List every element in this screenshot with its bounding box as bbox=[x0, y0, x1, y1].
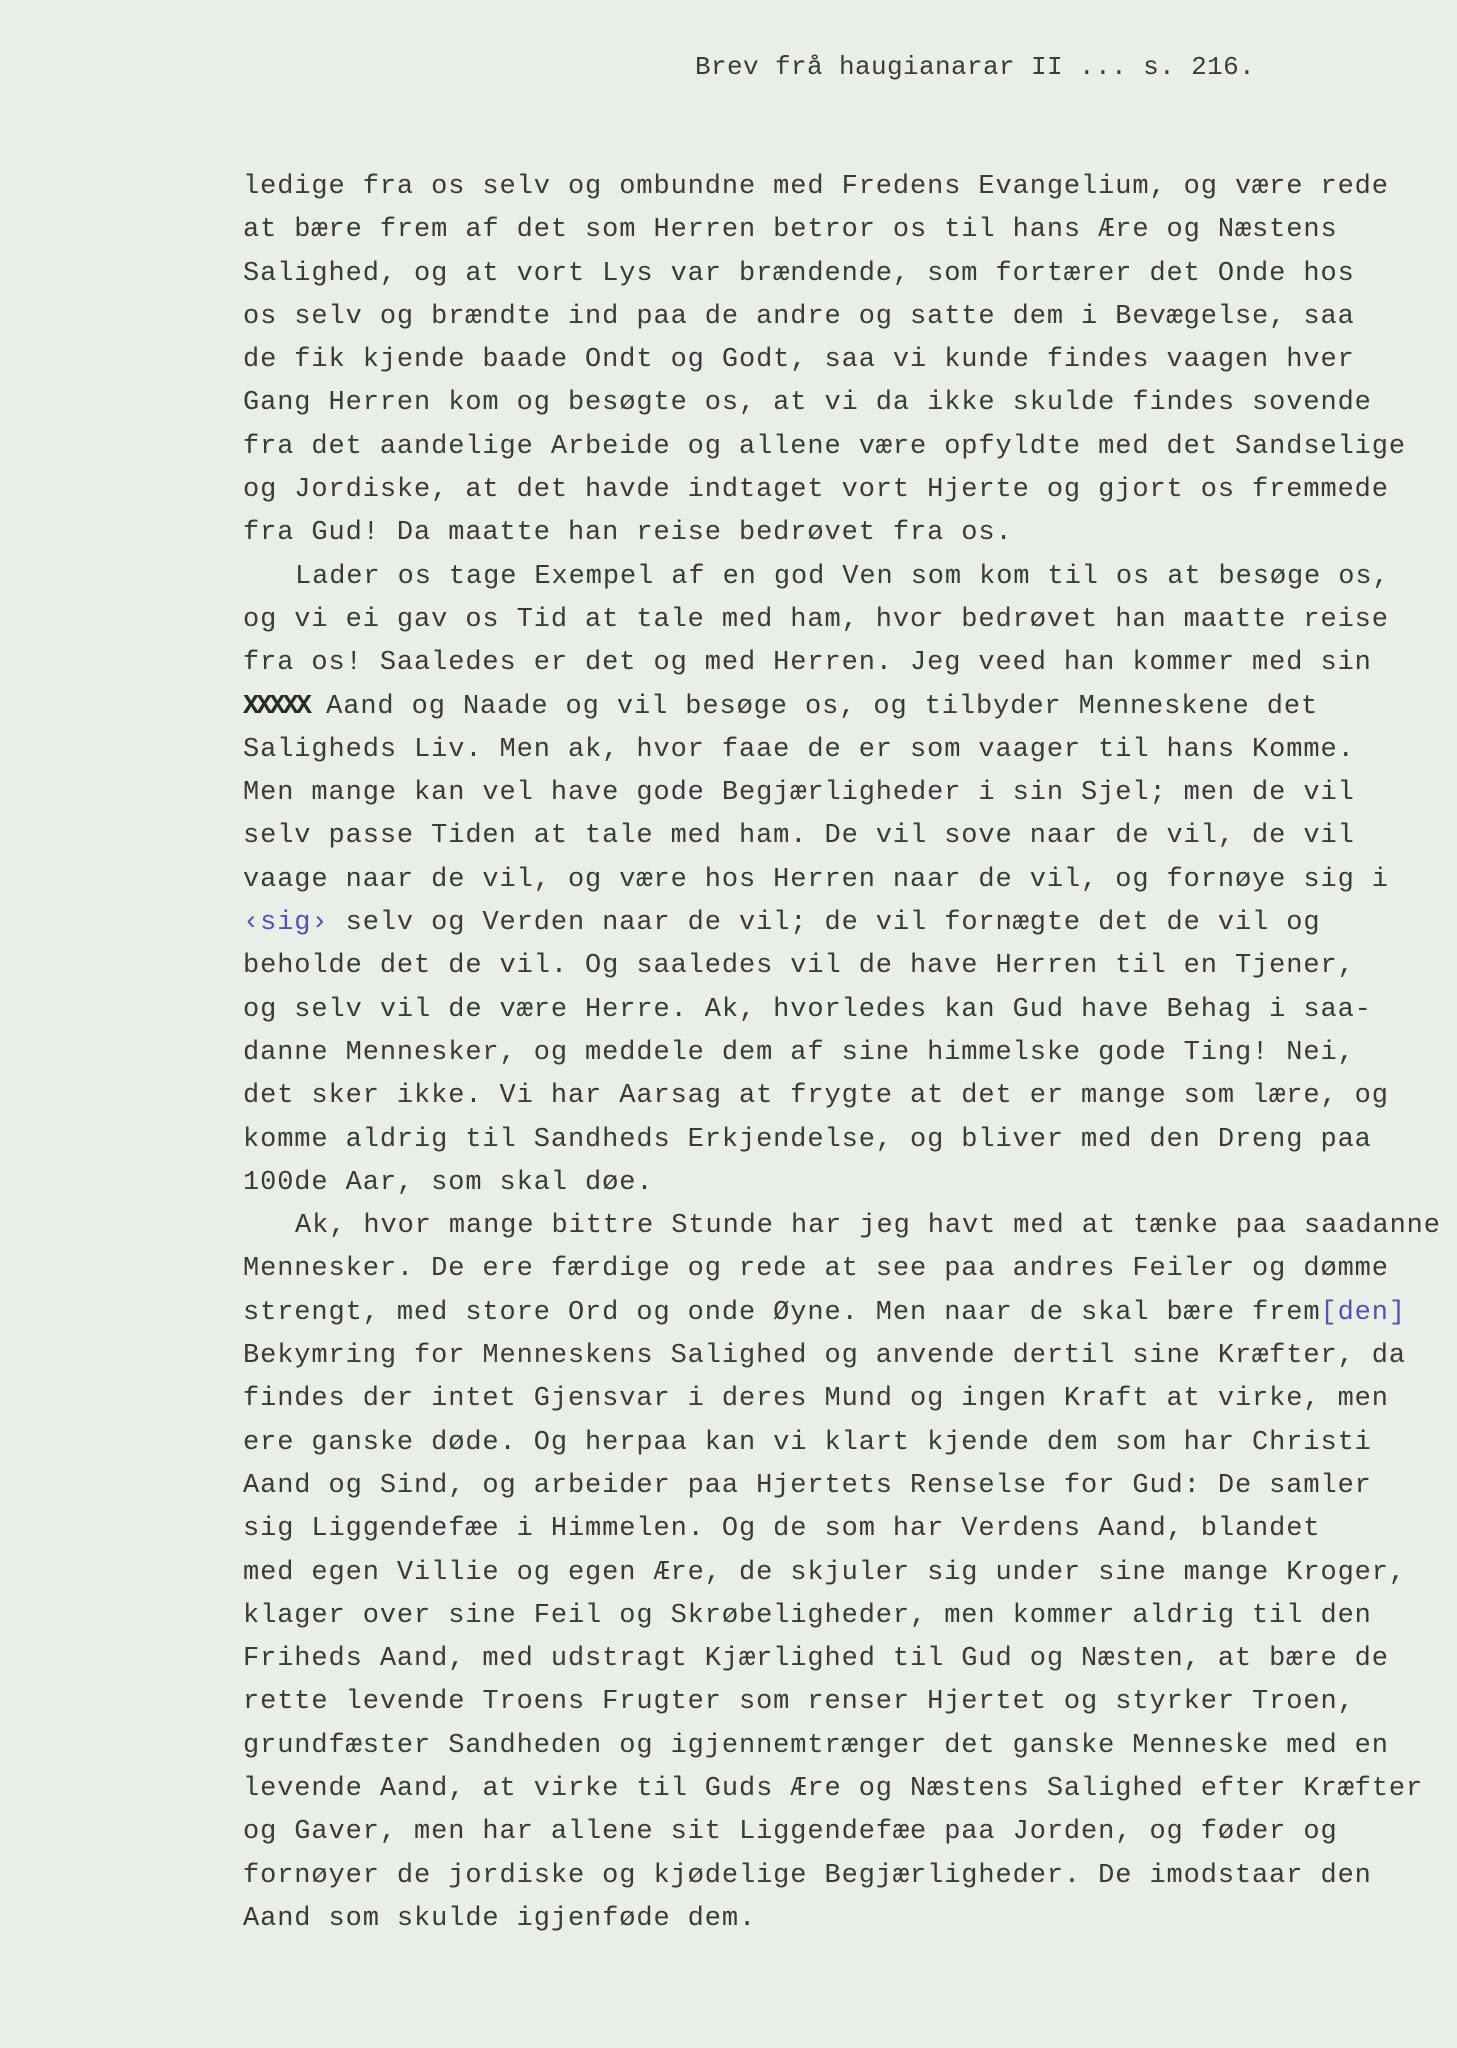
text-line: Friheds Aand, med udstragt Kjærlighed til Gud og Næsten, at bære de bbox=[243, 1644, 1389, 1675]
text-line: med egen Villie og egen Ære, de skjuler sig under sine mange Kroger, bbox=[243, 1557, 1406, 1588]
text-line: komme aldrig til Sandheds Erkjendelse, og bliver med den Dreng paa bbox=[243, 1124, 1372, 1155]
text-line: og Gaver, men har allene sit Liggendefæe paa Jorden, og føder og bbox=[243, 1817, 1338, 1848]
editorial-insertion: ‹sig› bbox=[243, 908, 329, 939]
text-line: ledige fra os selv og ombundne med Fredens Evangelium, og være rede bbox=[243, 172, 1389, 202]
text-line: 100de Aar, som skal døe. bbox=[243, 1167, 654, 1198]
text-line: Aand og Sind, og arbeider paa Hjertets Renselse for Gud: De samler bbox=[243, 1470, 1372, 1501]
text-line: selv passe Tiden at tale med ham. De vil sove naar de vil, de vil bbox=[243, 821, 1355, 852]
text-line: Lader os tage Exempel af en god Ven som kom til os at besøge os, bbox=[295, 561, 1390, 592]
text-line: Aand som skulde igjenføde dem. bbox=[243, 1903, 757, 1934]
text-line: Saligheds Liv. Men ak, hvor faae de er som vaager til hans Komme. bbox=[243, 734, 1355, 765]
text-line: Bekymring for Menneskens Salighed og anvende dertil sine Kræfter, da bbox=[243, 1341, 1406, 1372]
letter-body bbox=[243, 166, 1443, 1941]
text-line: Ak, hvor mange bittre Stunde har jeg havt med at tænke paa saadanne bbox=[295, 1211, 1441, 1242]
text-line: klager over sine Feil og Skrøbeligheder, men kommer aldrig til den bbox=[243, 1600, 1372, 1631]
editorial-insertion: [den] bbox=[1320, 1297, 1406, 1328]
text-line: de fik kjende baade Ondt og Godt, saa vi kunde findes vaagen hver bbox=[243, 345, 1355, 376]
text-line: findes der intet Gjensvar i deres Mund og ingen Kraft at virke, men bbox=[243, 1384, 1389, 1415]
text-line: beholde det de vil. Og saaledes vil de have Herren til en Tjener, bbox=[243, 951, 1355, 982]
text-line: danne Mennesker, og meddele dem af sine himmelske gode Ting! Nei, bbox=[243, 1037, 1355, 1068]
text-line: Men mange kan vel have gode Begjærligheder i sin Sjel; men de vil bbox=[243, 778, 1355, 809]
text-line: at bære frem af det som Herren betror os til hans Ære og Næstens bbox=[243, 215, 1338, 246]
text-line: fra Gud! Da maatte han reise bedrøvet fra os. bbox=[243, 518, 1013, 549]
text-line: XXXXX Aand og Naade og vil besøge os, og tilbyder Menneskene det bbox=[243, 686, 1443, 729]
text-line: rette levende Troens Frugter som renser Hjertet og styrker Troen, bbox=[243, 1687, 1355, 1718]
text-line: os selv og brændte ind paa de andre og satte dem i Bevægelse, saa bbox=[243, 301, 1355, 332]
text-line: fornøyer de jordiske og kjødelige Begjærligheder. De imodstaar den bbox=[243, 1860, 1372, 1891]
text-line: fra det aandelige Arbeide og allene være opfyldte med det Sandselige bbox=[243, 431, 1406, 462]
text-line: ere ganske døde. Og herpaa kan vi klart kjende dem som har Christi bbox=[243, 1427, 1372, 1458]
text-line: det sker ikke. Vi har Aarsag at frygte at det er mange som lære, og bbox=[243, 1081, 1389, 1112]
text-line: og selv vil de være Herre. Ak, hvorledes kan Gud have Behag i saa- bbox=[243, 994, 1372, 1025]
text-line: ‹sig› selv og Verden naar de vil; de vil fornægte det de vil og bbox=[243, 908, 1321, 939]
text-line: grundfæster Sandheden og igjennemtrænger det ganske Menneske med en bbox=[243, 1730, 1389, 1761]
struck-out-word: XXXXX bbox=[243, 691, 310, 722]
text-line: sig Liggendefæe i Himmelen. Og de som har Verdens Aand, blandet bbox=[243, 1514, 1321, 1545]
text-line: fra os! Saaledes er det og med Herren. Jeg veed han kommer med sin bbox=[243, 648, 1372, 679]
text-line: strengt, med store Ord og onde Øyne. Men naar de skal bære frem[den] bbox=[243, 1297, 1406, 1328]
text-line: Gang Herren kom og besøgte os, at vi da ikke skulde findes sovende bbox=[243, 388, 1372, 419]
page-header: Brev frå haugianarar II ... s. 216. bbox=[695, 52, 1256, 82]
text-line: vaage naar de vil, og være hos Herren naar de vil, og fornøye sig i bbox=[243, 864, 1389, 895]
text-line: Mennesker. De ere færdige og rede at see paa andres Feiler og dømme bbox=[243, 1254, 1389, 1285]
text-line: og vi ei gav os Tid at tale med ham, hvor bedrøvet han maatte reise bbox=[243, 604, 1389, 635]
text-line: levende Aand, at virke til Guds Ære og Næstens Salighed efter Kræfter bbox=[243, 1773, 1424, 1804]
text-line: og Jordiske, at det havde indtaget vort Hjerte og gjort os fremmede bbox=[243, 475, 1389, 506]
text-line: Salighed, og at vort Lys var brændende, som fortærer det Onde hos bbox=[243, 258, 1355, 289]
